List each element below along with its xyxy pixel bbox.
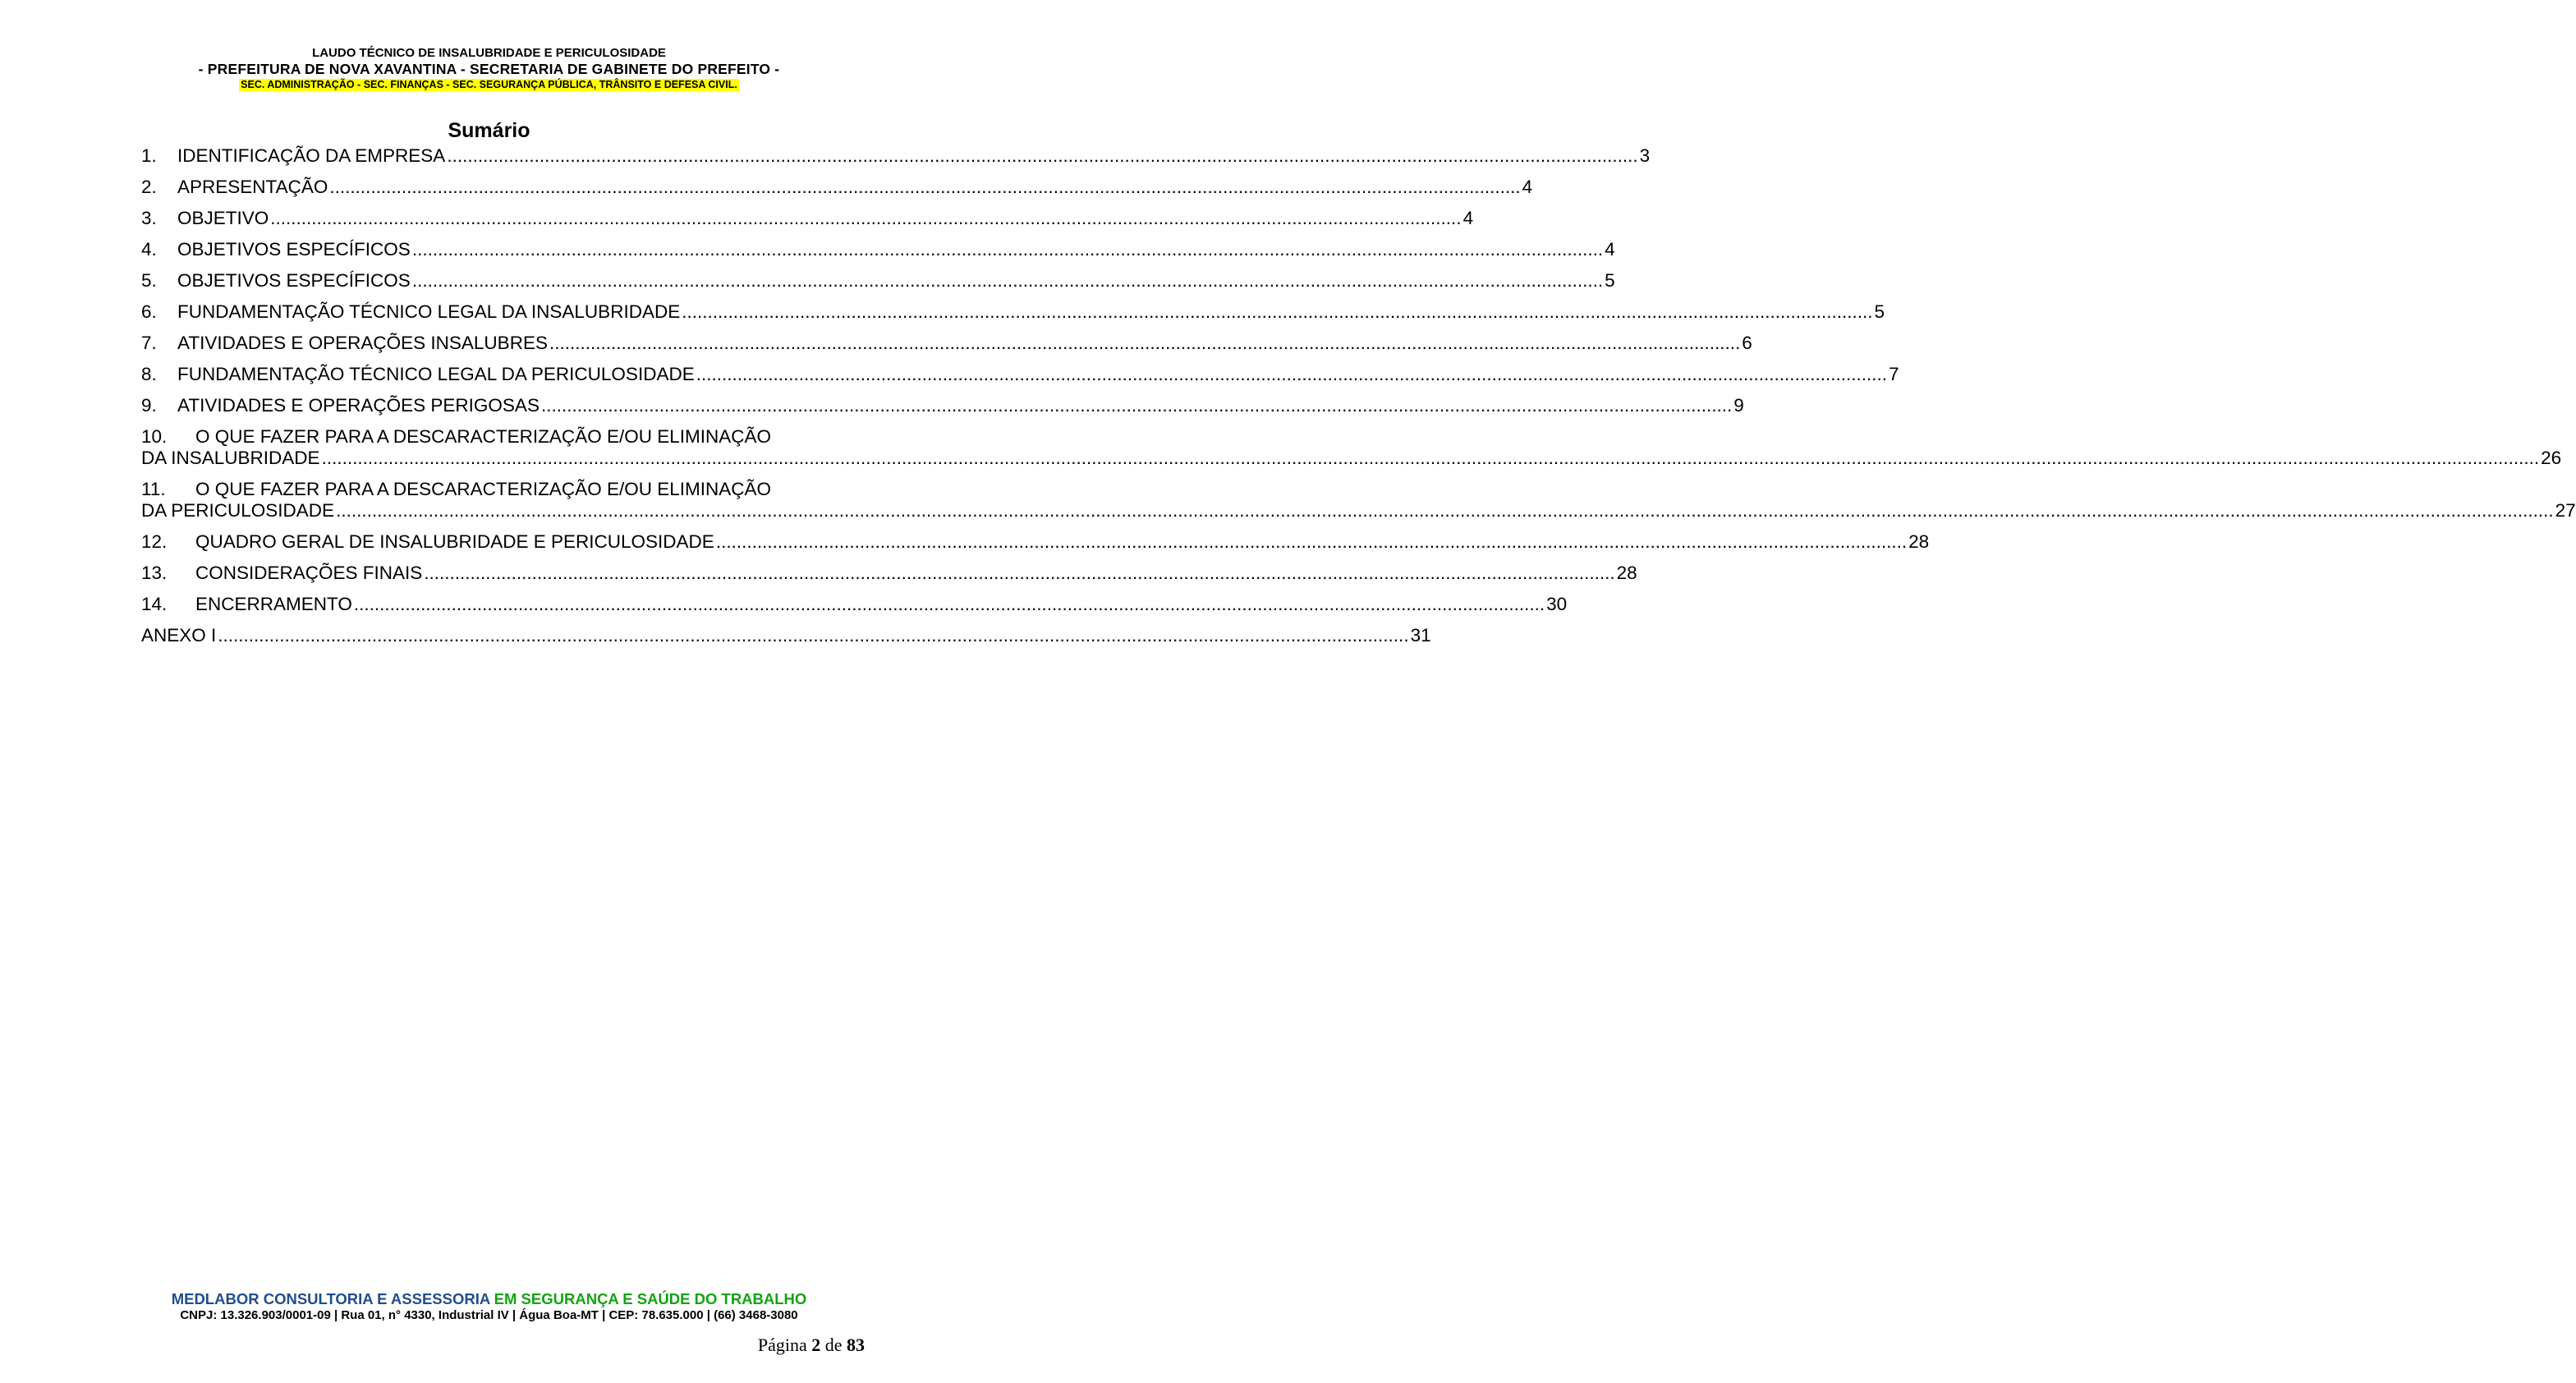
toc-entry[interactable] xyxy=(141,208,1474,229)
toc-entry[interactable] xyxy=(141,145,1651,167)
toc-entry-title: OBJETIVOS ESPECÍFICOS xyxy=(177,270,411,291)
toc-leader-dots xyxy=(549,333,1740,354)
toc-entry-title: IDENTIFICAÇÃO DA EMPRESA xyxy=(177,145,446,166)
toc-entry-page: 5 xyxy=(1605,270,1615,291)
toc-entry-page: 4 xyxy=(1462,208,1474,228)
table-of-contents xyxy=(141,145,2576,656)
header-subtitle: - PREFEITURA DE NOVA XAVANTINA - SECRETARIA DE GABINETE DO PREFEITO - xyxy=(198,61,780,77)
toc-entry-title: ANEXO I xyxy=(141,625,217,646)
footer-company-blue: MEDLABOR CONSULTORIA E ASSESSORIA xyxy=(171,1290,490,1307)
toc-entry[interactable] xyxy=(141,270,1615,292)
toc-entry-number: 10. xyxy=(141,426,168,447)
toc-entry-page: 31 xyxy=(1410,625,1431,646)
toc-entry[interactable] xyxy=(141,333,1752,354)
page-number-label: Página xyxy=(757,1335,807,1355)
toc-leader-dots xyxy=(716,531,1907,553)
toc-entry-number: 4. xyxy=(141,239,157,260)
toc-entry[interactable] xyxy=(141,395,1744,416)
footer-company-green: EM SEGURANÇA E SAÚDE DO TRABALHO xyxy=(494,1290,807,1307)
header-highlighted-departments: SEC. ADMINISTRAÇÃO - SEC. FINANÇAS - SEC. SEGURANÇA PÚBLICA, TRÂNSITO E DEFESA CIVIL. xyxy=(241,79,737,90)
toc-entry[interactable] xyxy=(141,625,1431,646)
toc-entry-title: OBJETIVOS ESPECÍFICOS xyxy=(177,239,411,260)
toc-entry-number: 5. xyxy=(141,270,157,291)
toc-leader-dots xyxy=(424,563,1614,584)
toc-leader-dots xyxy=(270,208,1461,229)
page-number-current: 2 xyxy=(811,1335,821,1355)
toc-entry-title: QUADRO GERAL DE INSALUBRIDADE E PERICULOSIDADE xyxy=(195,531,714,552)
page-number-of: de xyxy=(824,1335,843,1355)
toc-leader-dots xyxy=(329,177,1520,198)
toc-entry-number: 1. xyxy=(141,145,157,166)
toc-leader-dots: ........................................................................................................................................................................................................ ..... xyxy=(336,500,2554,521)
toc-entry-title: FUNDAMENTAÇÃO TÉCNICO LEGAL DA INSALUBRIDADE xyxy=(177,301,681,322)
page-number xyxy=(758,1335,865,1356)
toc-entry-title-line2: DA INSALUBRIDADE xyxy=(141,448,320,468)
document-footer xyxy=(0,1290,978,1323)
toc-entry-page: 26 xyxy=(2541,448,2562,468)
toc-entry[interactable] xyxy=(141,239,1615,260)
toc-entry[interactable] xyxy=(141,531,1930,553)
document-header xyxy=(0,46,978,92)
toc-entry[interactable] xyxy=(141,426,2562,469)
toc-entry-page: 28 xyxy=(1908,531,1930,552)
toc-leader-dots xyxy=(354,594,1545,615)
toc-leader-dots: ........................................................................................................................................................................................................ ..... xyxy=(322,448,2540,469)
toc-entry[interactable] xyxy=(141,301,1885,323)
toc-entry-page: 7 xyxy=(1889,364,1899,384)
toc-entry-title: CONSIDERAÇÕES FINAIS xyxy=(195,563,423,583)
toc-entry-page: 28 xyxy=(1616,563,1637,583)
toc-leader-dots xyxy=(696,364,1887,385)
toc-entry-number: 2. xyxy=(141,177,157,197)
footer-company-name xyxy=(0,1290,978,1308)
toc-entry-title: ENCERRAMENTO xyxy=(195,594,352,614)
toc-entry-number: 11. xyxy=(141,479,166,499)
header-title: LAUDO TÉCNICO DE INSALUBRIDADE E PERICULOSIDADE xyxy=(312,46,666,60)
toc-entry-page: 9 xyxy=(1733,395,1744,416)
toc-entry[interactable] xyxy=(141,594,1568,615)
toc-leader-dots xyxy=(447,145,1637,167)
toc-entry-title-line2: DA PERICULOSIDADE xyxy=(141,500,335,521)
toc-entry-number: 14. xyxy=(141,594,168,614)
toc-entry-title: APRESENTAÇÃO xyxy=(177,177,328,197)
toc-leader-dots xyxy=(541,395,1732,416)
toc-entry-title: ATIVIDADES E OPERAÇÕES INSALUBRES xyxy=(177,333,548,353)
toc-entry-page: 27 xyxy=(2555,500,2576,521)
toc-title: Sumário xyxy=(448,119,530,142)
toc-entry[interactable] xyxy=(141,177,1533,198)
toc-entry-number: 8. xyxy=(141,364,157,384)
toc-entry-page: 5 xyxy=(1874,301,1885,322)
toc-entry-number: 12. xyxy=(141,531,168,552)
footer-company-details: CNPJ: 13.326.903/0001-09 | Rua 01, n° 4330, Industrial IV | Água Boa-MT | CEP: 78.635.000 | (66) 3468-3080 xyxy=(180,1308,798,1322)
toc-leader-dots xyxy=(412,239,1603,260)
toc-entry-page: 4 xyxy=(1522,177,1533,197)
toc-entry-page: 4 xyxy=(1605,239,1615,260)
toc-entry-number: 6. xyxy=(141,301,157,322)
toc-entry-number: 3. xyxy=(141,208,157,228)
toc-entry-page: 6 xyxy=(1742,333,1752,353)
toc-entry-page: 30 xyxy=(1546,594,1568,614)
toc-entry-title: OBJETIVO xyxy=(177,208,269,228)
toc-entry[interactable] xyxy=(141,563,1637,584)
toc-entry-number: 9. xyxy=(141,395,157,416)
toc-entry-title-line1: O QUE FAZER PARA A DESCARACTERIZAÇÃO E/OU ELIMINAÇÃO xyxy=(195,426,771,447)
toc-entry-title: FUNDAMENTAÇÃO TÉCNICO LEGAL DA PERICULOSIDADE xyxy=(177,364,695,384)
toc-leader-dots xyxy=(412,270,1603,292)
toc-entry[interactable] xyxy=(141,479,2576,521)
toc-entry-page: 3 xyxy=(1639,145,1651,166)
toc-entry-number: 13. xyxy=(141,563,168,583)
toc-entry-number: 7. xyxy=(141,333,157,353)
toc-entry-title: ATIVIDADES E OPERAÇÕES PERIGOSAS xyxy=(177,395,540,416)
page-number-total: 83 xyxy=(847,1335,865,1355)
toc-entry[interactable] xyxy=(141,364,1899,385)
toc-leader-dots xyxy=(682,301,1872,323)
toc-leader-dots xyxy=(218,625,1408,646)
toc-entry-title-line1: O QUE FAZER PARA A DESCARACTERIZAÇÃO E/OU ELIMINAÇÃO xyxy=(195,479,771,499)
